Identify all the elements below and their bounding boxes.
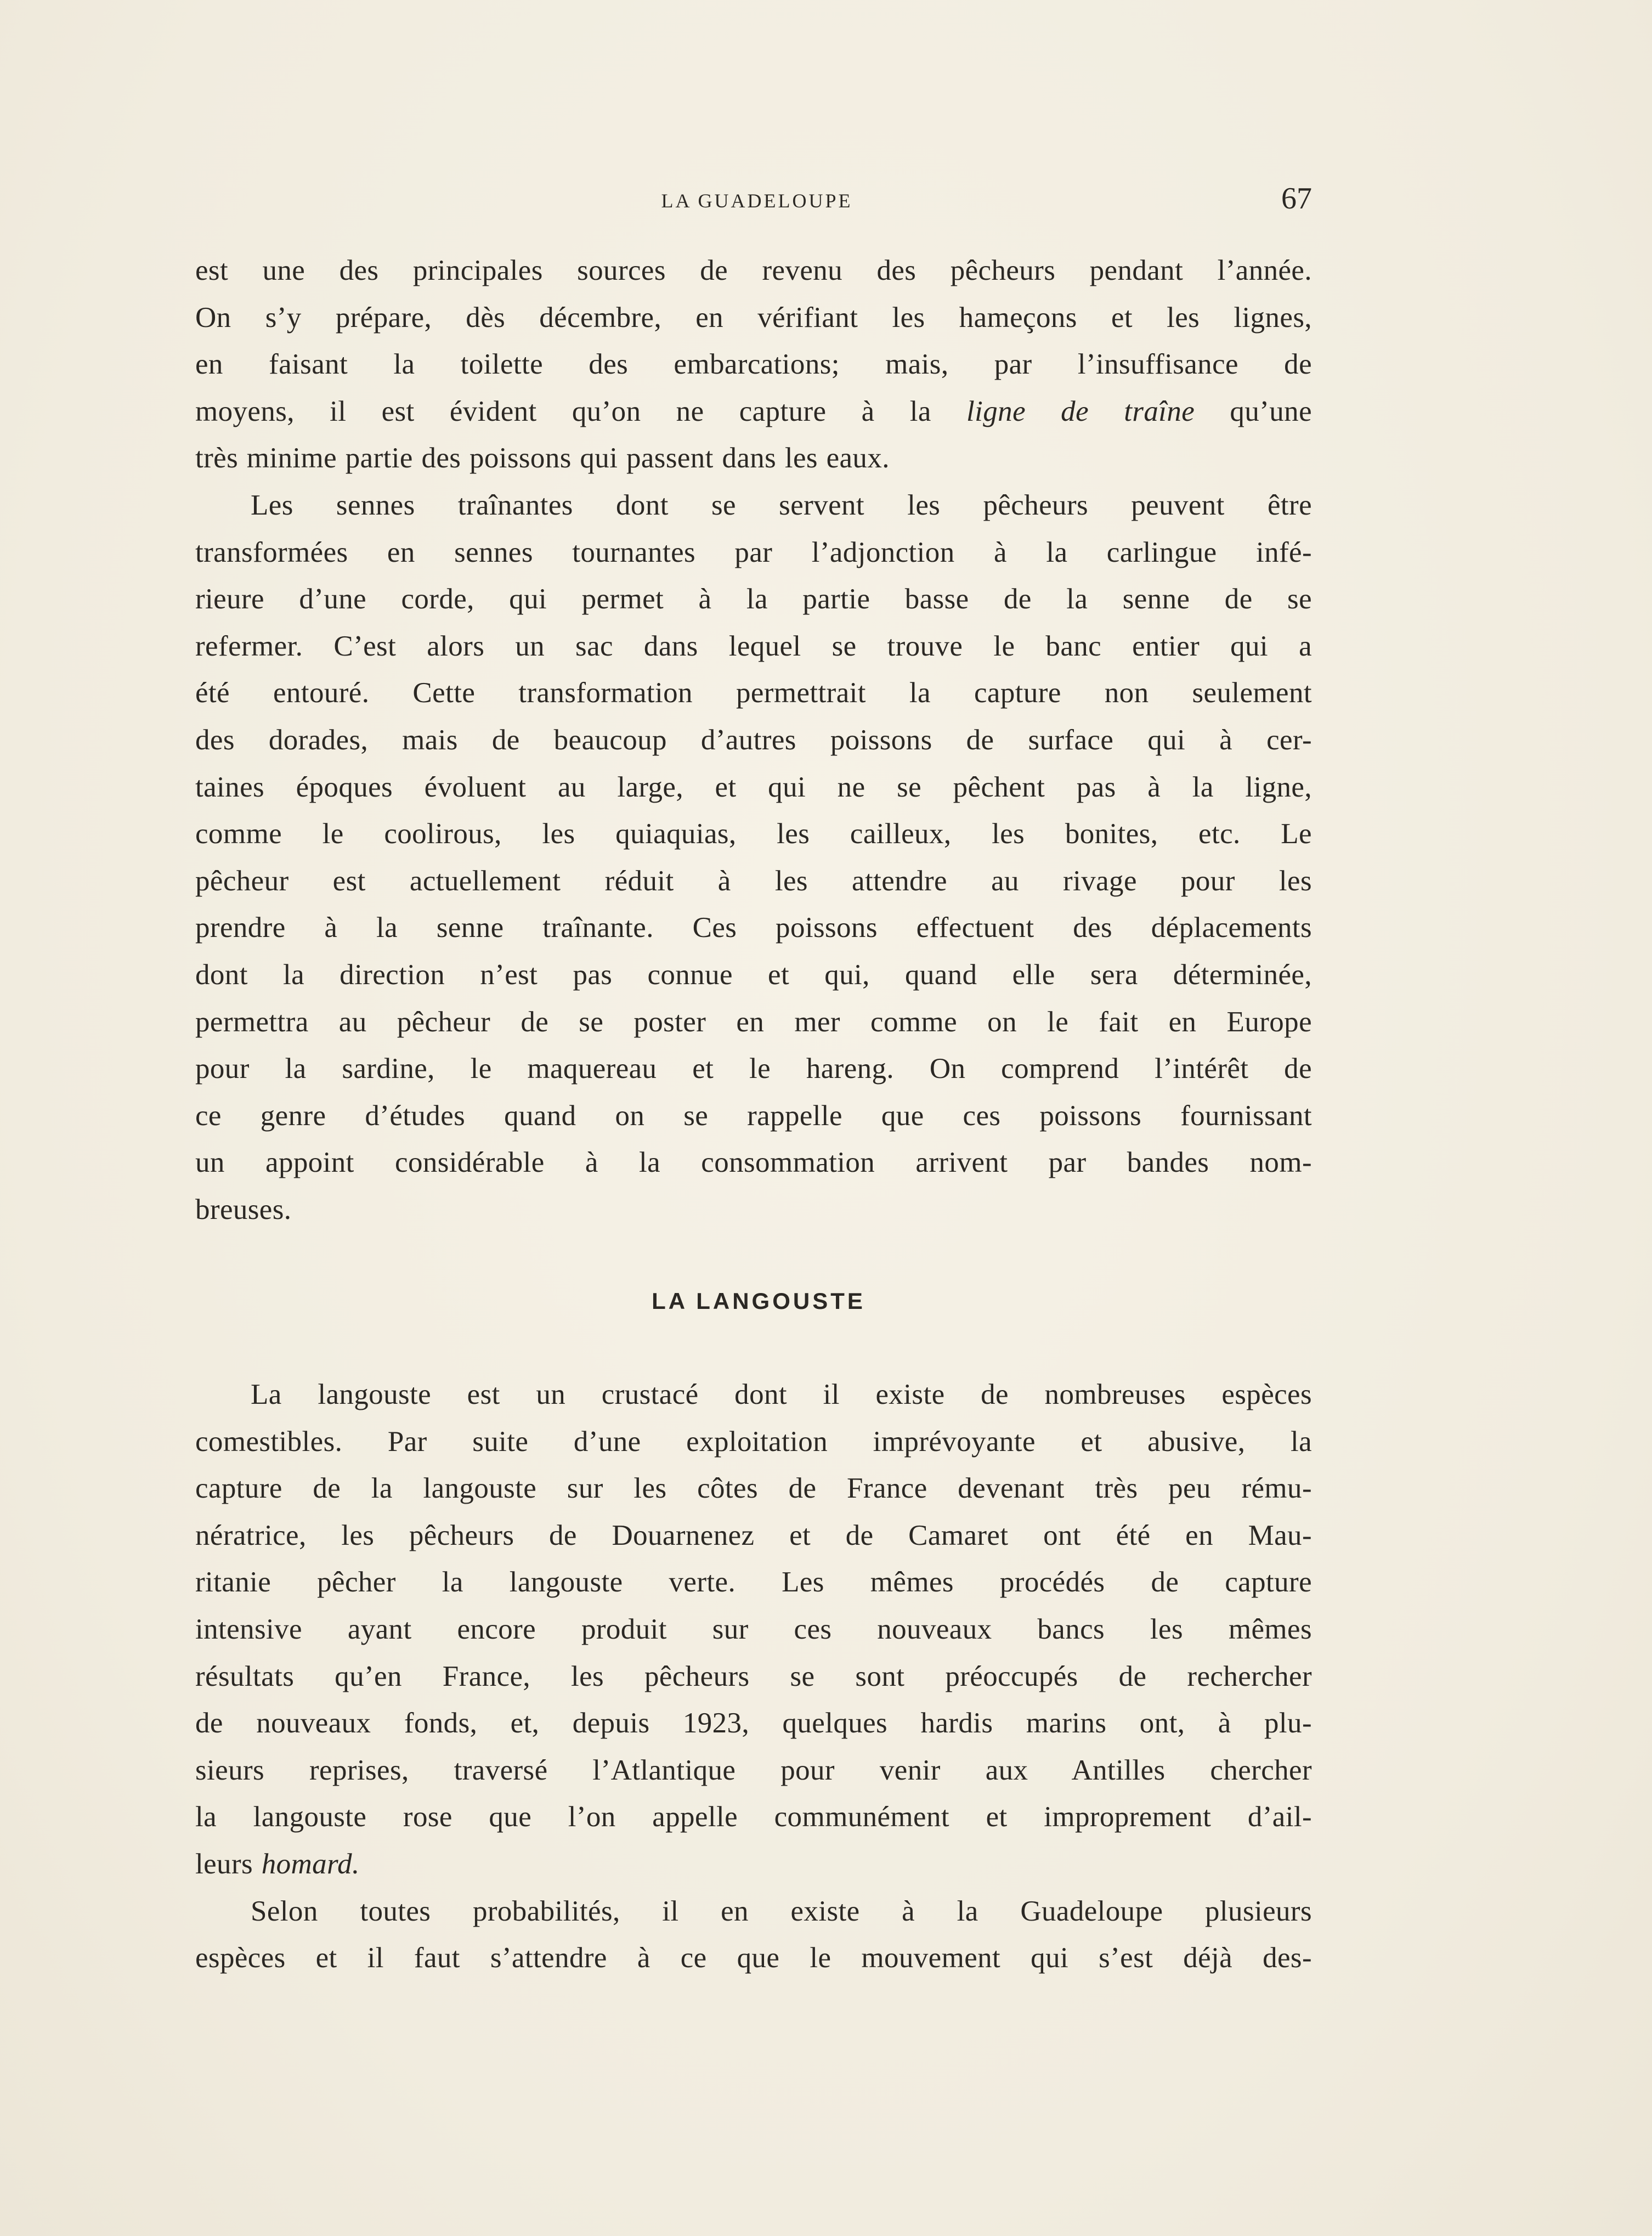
- running-title: LA GUADELOUPE: [661, 190, 853, 212]
- text-line: ritanie pêcher la langouste verte. Les mêmes procédés de capture: [195, 1566, 1312, 1599]
- page-number: 67: [1281, 182, 1312, 216]
- text-line: des dorades, mais de beaucoup d’autres poissons de surface qui à cer-: [195, 724, 1312, 756]
- text-line: permettra au pêcheur de se poster en mer comme on le fait en Europe: [195, 1006, 1312, 1038]
- text-line: On s’y prépare, dès décembre, en vérifiant les hameçons et les lignes,: [195, 301, 1312, 334]
- text-line: Les sennes traînantes dont se servent les pêcheurs peuvent être: [251, 489, 1312, 521]
- text-block-fishing: [195, 247, 1312, 1233]
- text-block-langouste: [195, 1371, 1312, 1982]
- text-line: dont la direction n’est pas connue et qui, quand elle sera déterminée,: [195, 958, 1312, 991]
- text-line: Selon toutes probabilités, il en existe à la Guadeloupe plusieurs: [251, 1895, 1312, 1927]
- text-line: ce genre d’études quand on se rappelle que ces poissons fournissant: [195, 1099, 1312, 1132]
- text-line: intensive ayant encore produit sur ces nouveaux bancs les mêmes: [195, 1613, 1312, 1645]
- paragraph: [195, 1371, 1312, 1888]
- text-line: en faisant la toilette des embarcations; mais, par l’insuffisance de: [195, 348, 1312, 381]
- text-line: prendre à la senne traînante. Ces poissons effectuent des déplacements: [195, 912, 1312, 944]
- text-line: très minime partie des poissons qui passent dans les eaux.: [195, 442, 890, 475]
- text-run: moyens, il est évident qu’on ne capture à la: [195, 395, 967, 427]
- text-line: taines époques évoluent au large, et qui ne se pêchent pas à la ligne,: [195, 771, 1312, 803]
- text-line: rieure d’une corde, qui permet à la partie basse de la senne de se: [195, 583, 1312, 616]
- text-line: pour la sardine, le maquereau et le hareng. On comprend l’intérêt de: [195, 1053, 1312, 1085]
- text-line: comestibles. Par suite d’une exploitation imprévoyante et abusive, la: [195, 1425, 1312, 1458]
- text-line: espèces et il faut s’attendre à ce que le mouvement qui s’est déjà des-: [195, 1942, 1312, 1974]
- text-run: leurs: [195, 1848, 262, 1880]
- paragraph: [195, 482, 1312, 1234]
- section-heading: LA LANGOUSTE: [652, 1288, 865, 1314]
- text-line: nératrice, les pêcheurs de Douarnenez et de Camaret ont été en Mau-: [195, 1519, 1312, 1551]
- text-line: refermer. C’est alors un sac dans lequel se trouve le banc entier qui a: [195, 630, 1312, 662]
- text-line: breuses.: [195, 1193, 292, 1226]
- text-line: La langouste est un crustacé dont il existe de nombreuses espèces: [251, 1379, 1312, 1410]
- text-run: qu’une: [1195, 395, 1312, 427]
- italic-text: homard.: [261, 1848, 360, 1880]
- text-line: de nouveaux fonds, et, depuis 1923, quelques hardis marins ont, à plu-: [195, 1707, 1312, 1740]
- text-line: un appoint considérable à la consommation arrivent par bandes nom-: [195, 1147, 1312, 1179]
- text-line: transformées en sennes tournantes par l’adjonction à la carlingue infé-: [195, 536, 1312, 568]
- text-line: [195, 388, 1312, 436]
- text-line: capture de la langouste sur les côtes de France devenant très peu rému-: [195, 1472, 1312, 1505]
- text-line: est une des principales sources de revenu des pêcheurs pendant l’année.: [195, 255, 1312, 286]
- text-line: [195, 1841, 1312, 1888]
- italic-text: ligne de traîne: [966, 395, 1195, 427]
- text-line: comme le coolirous, les quiaquias, les cailleux, les bonites, etc. Le: [195, 818, 1312, 850]
- paragraph: [195, 247, 1312, 482]
- paragraph: [195, 1888, 1312, 1982]
- text-line: sieurs reprises, traversé l’Atlantique pour venir aux Antilles chercher: [195, 1754, 1312, 1786]
- text-line: la langouste rose que l’on appelle communément et improprement d’ail-: [195, 1801, 1312, 1833]
- text-line: été entouré. Cette transformation permettrait la capture non seulement: [195, 677, 1312, 709]
- text-line: résultats qu’en France, les pêcheurs se sont préoccupés de rechercher: [195, 1660, 1312, 1692]
- text-line: pêcheur est actuellement réduit à les attendre au rivage pour les: [195, 865, 1312, 897]
